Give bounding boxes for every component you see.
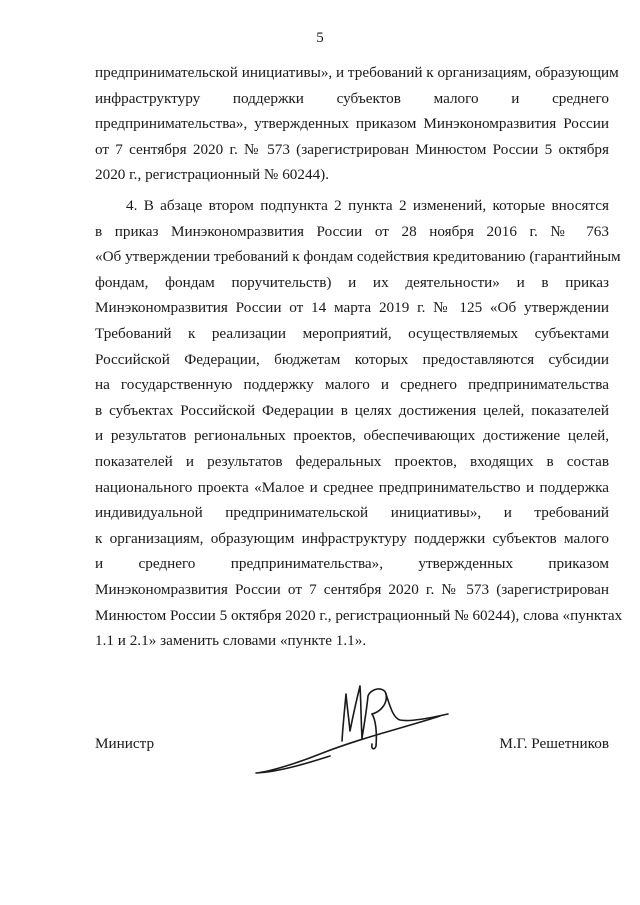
text-line: предпринимательства», утвержденных приказом Минэкономразвития России	[95, 115, 609, 133]
signer-name: М.Г. Решетников	[499, 735, 609, 752]
text-line: в приказ Минэкономразвития России от 28 ноября 2016 г. № 763	[95, 222, 609, 240]
text-line: на государственную поддержку малого и среднего предпринимательства	[95, 376, 609, 394]
text-line: Требований к реализации мероприятий, осуществляемых субъектами	[95, 324, 609, 342]
text-line: инфраструктуру поддержки субъектов малого и среднего	[95, 89, 609, 107]
text-line: 1.1 и 2.1» заменить словами «пункте 1.1».	[95, 632, 367, 650]
handwritten-signature	[250, 676, 460, 791]
text-line: 4. В абзаце втором подпункта 2 пункта 2 изменений, которые вносятся	[126, 197, 609, 214]
text-line: 2020 г., регистрационный № 60244).	[95, 166, 330, 184]
text-line: предпринимательской инициативы», и требований к организациям, образующим	[95, 64, 619, 81]
text-line: Российской Федерации, бюджетам которых предоставляются субсидии	[95, 350, 609, 368]
text-line: к организациям, образующим инфраструктуру поддержки субъектов малого	[95, 529, 609, 547]
paragraph-item-4	[95, 193, 623, 654]
text-line: Минэкономразвития России от 14 марта 2019 г. № 125 «Об утверждении	[95, 299, 609, 317]
text-line: индивидуальной предпринимательской инициативы», и требований	[95, 504, 609, 522]
text-line: от 7 сентября 2020 г. № 573 (зарегистрирован Минюстом России 5 октября	[95, 140, 609, 158]
text-line: фондам, фондам поручительств) и их деятельности» и в приказ	[95, 273, 609, 291]
position-title: Министр	[95, 735, 155, 752]
text-line: Минэкономразвития России от 7 сентября 2020 г. № 573 (зарегистрирован	[95, 580, 609, 598]
text-line: показателей и результатов федеральных проектов, входящих в состав	[95, 452, 609, 470]
page-number: 5	[316, 30, 324, 46]
text-line: в субъектах Российской Федерации в целях достижения целей, показателей	[95, 401, 609, 419]
text-line: «Об утверждении требований к фондам содействия кредитованию (гарантийным	[95, 248, 621, 266]
paragraph-continuation	[95, 60, 619, 188]
text-line: национального проекта «Малое и среднее предпринимательство и поддержка	[95, 478, 609, 496]
text-line: и среднего предпринимательства», утвержденных приказом	[95, 555, 609, 573]
text-line: Минюстом России 5 октября 2020 г., регистрационный № 60244), слова «пунктах	[95, 606, 623, 624]
text-line: и результатов региональных проектов, обеспечивающих достижение целей,	[95, 427, 609, 445]
